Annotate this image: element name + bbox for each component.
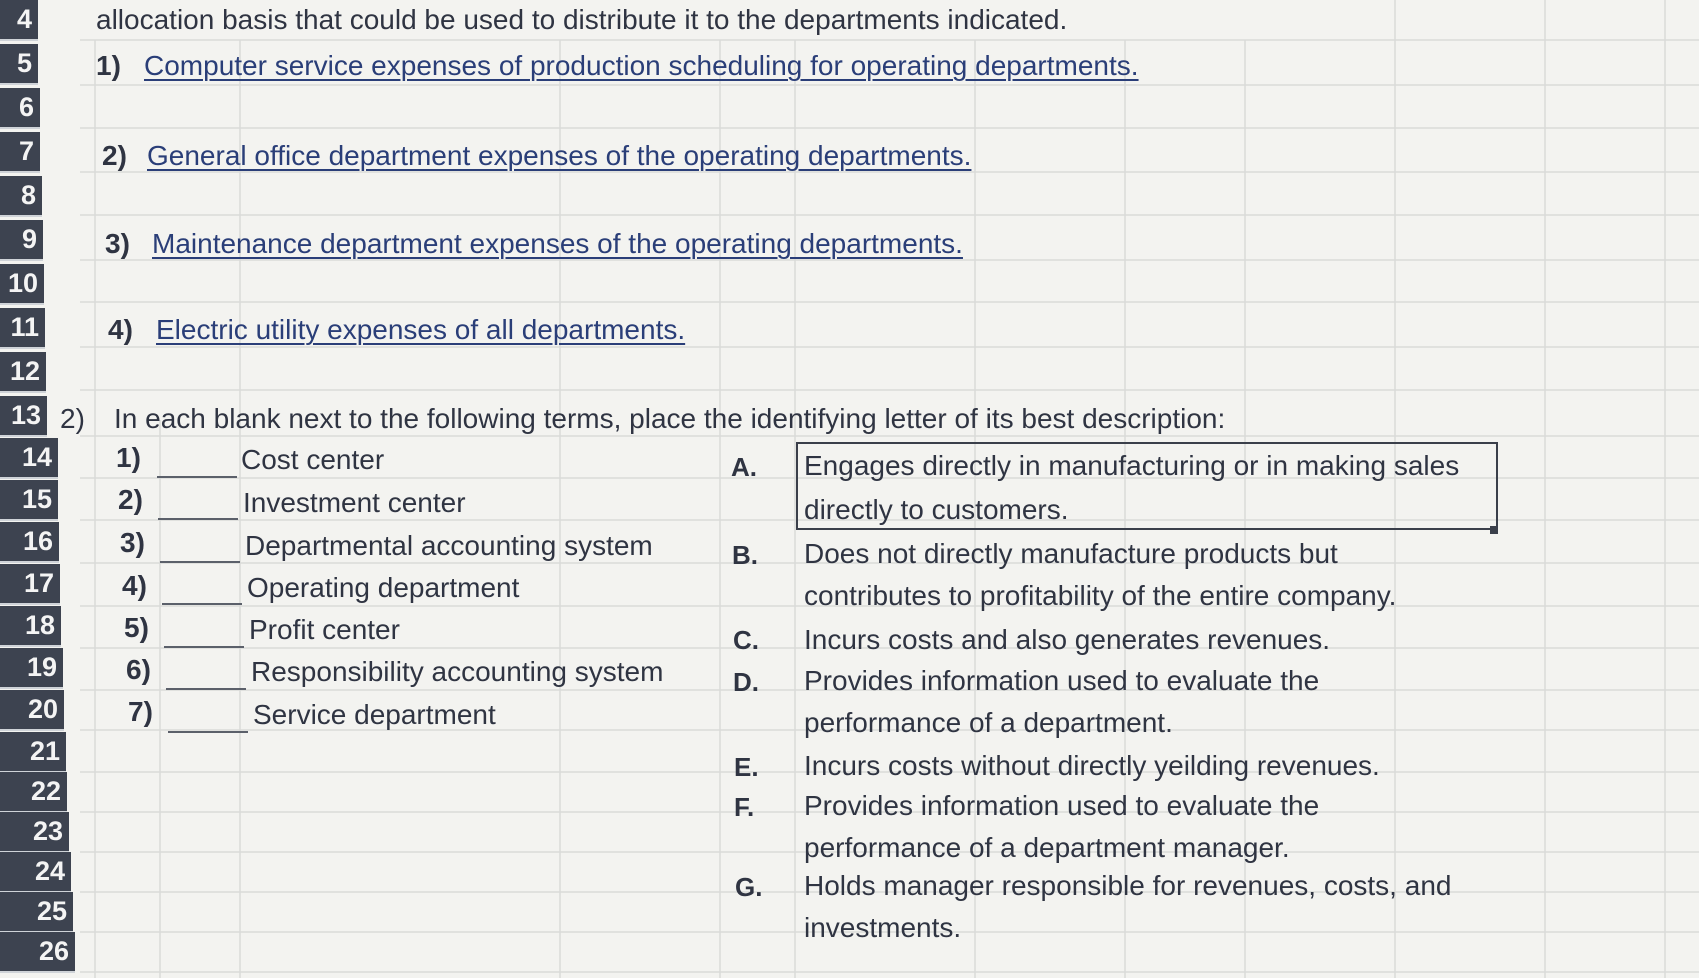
item-number: 3) — [105, 228, 130, 259]
row-header[interactable]: 10 — [0, 264, 44, 305]
row-header[interactable]: 12 — [0, 352, 46, 393]
description-letter: E. — [734, 752, 759, 782]
description-letter: F. — [734, 792, 755, 822]
row-header[interactable]: 11 — [0, 308, 45, 349]
description-letter: G. — [735, 872, 763, 902]
description-letter: C. — [733, 625, 759, 655]
row-header[interactable]: 18 — [0, 606, 61, 647]
description-text: performance of a department. — [804, 707, 1173, 738]
term-label: Cost center — [241, 444, 385, 475]
term-number: 3) — [120, 527, 145, 558]
row-header[interactable]: 24 — [0, 852, 71, 893]
description-text: Incurs costs and also generates revenues. — [804, 624, 1331, 655]
description-text: Engages directly in manufacturing or in making sales — [804, 450, 1460, 481]
row-header[interactable]: 19 — [0, 648, 63, 689]
row-header[interactable]: 17 — [0, 564, 60, 605]
row-header[interactable]: 6 — [0, 88, 40, 129]
term-label: Responsibility accounting system — [251, 656, 664, 687]
row-header[interactable]: 5 — [0, 44, 38, 85]
row-header[interactable]: 26 — [0, 932, 75, 973]
row-header[interactable]: 7 — [0, 132, 40, 173]
term-number: 1) — [116, 442, 141, 473]
description-letter: B. — [732, 540, 758, 570]
answer-blank[interactable] — [168, 731, 248, 733]
expense-item-text: Computer service expenses of production scheduling for operating departments. — [144, 50, 1139, 81]
description-text: Incurs costs without directly yeilding revenues. — [804, 750, 1380, 781]
description-letter: A. — [731, 452, 757, 482]
answer-blank[interactable] — [166, 688, 246, 690]
term-number: 4) — [122, 570, 147, 601]
term-label: Investment center — [243, 487, 466, 518]
row-header[interactable]: 25 — [0, 892, 73, 933]
row-header[interactable]: 22 — [0, 772, 67, 813]
fill-handle[interactable] — [1490, 526, 1498, 534]
term-label: Profit center — [249, 614, 400, 645]
answer-blank[interactable] — [158, 518, 238, 520]
term-number: 5) — [124, 612, 149, 643]
row-header[interactable]: 20 — [0, 690, 64, 731]
intro-text: allocation basis that could be used to distribute it to the departments indicated. — [96, 4, 1068, 35]
description-text: Provides information used to evaluate the — [804, 790, 1320, 821]
term-label: Departmental accounting system — [245, 530, 653, 561]
answer-blank[interactable] — [164, 646, 244, 648]
description-letter: D. — [733, 667, 759, 697]
expense-item-text: General office department expenses of the operating departments. — [147, 140, 972, 171]
term-label: Service department — [253, 699, 496, 730]
term-number: 7) — [128, 696, 153, 727]
description-text: directly to customers. — [804, 494, 1069, 525]
answer-blank[interactable] — [157, 476, 237, 478]
item-number: 1) — [96, 50, 121, 81]
row-header[interactable]: 14 — [0, 438, 58, 479]
answer-blank[interactable] — [160, 561, 240, 563]
row-header[interactable]: 23 — [0, 812, 69, 853]
item-number: 4) — [108, 314, 133, 345]
row-header[interactable]: 8 — [0, 176, 42, 217]
row-header[interactable]: 13 — [0, 396, 47, 437]
description-text: Does not directly manufacture products but — [804, 538, 1338, 569]
part2-number: 2) — [60, 403, 85, 434]
description-text: Holds manager responsible for revenues, costs, and — [804, 870, 1452, 901]
term-number: 6) — [126, 654, 151, 685]
description-text: investments. — [804, 912, 962, 943]
row-header[interactable]: 9 — [0, 220, 43, 261]
item-number: 2) — [102, 140, 127, 171]
term-label: Operating department — [247, 572, 520, 603]
row-header[interactable]: 21 — [0, 732, 66, 773]
description-text: performance of a department manager. — [804, 832, 1290, 863]
row-header[interactable]: 15 — [0, 480, 58, 521]
description-text: contributes to profitability of the entire company. — [804, 580, 1397, 611]
expense-item-text: Maintenance department expenses of the operating departments. — [152, 228, 963, 259]
row-header[interactable]: 4 — [0, 0, 38, 41]
row-header[interactable]: 16 — [0, 522, 59, 563]
answer-blank[interactable] — [162, 603, 242, 605]
row-header-column — [0, 0, 80, 978]
term-number: 2) — [118, 484, 143, 515]
expense-item-text: Electric utility expenses of all departments. — [156, 314, 686, 345]
description-text: Provides information used to evaluate the — [804, 665, 1320, 696]
part2-instruction: In each blank next to the following terms, place the identifying letter of its best description: — [114, 403, 1226, 434]
